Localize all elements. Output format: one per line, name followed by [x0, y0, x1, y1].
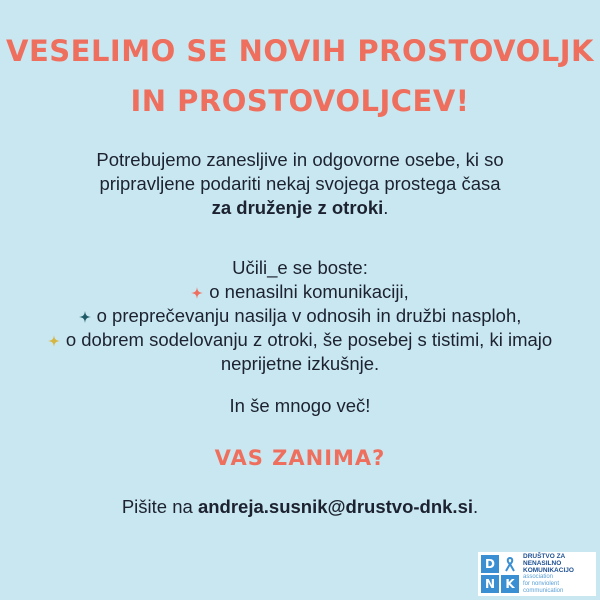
more-text — [0, 394, 600, 418]
more-line: In še mnogo več! — [229, 395, 371, 416]
contact-email[interactable]: andreja.susnik@drustvo-dnk.si — [197, 496, 474, 517]
sparkle-icon — [191, 287, 203, 299]
intro-line-1: Potrebujemo zanesljive in odgovorne osebe, ki so — [96, 149, 504, 170]
logo-letter-d: D — [481, 555, 499, 573]
ribbon-icon — [501, 555, 519, 573]
intro-line-2: pripravljene podariti nekaj svojega prostega časa — [99, 173, 501, 194]
dnk-logo — [478, 552, 596, 596]
sparkle-icon — [79, 311, 91, 323]
intro-period: . — [383, 197, 389, 218]
contact-line — [0, 496, 600, 518]
logo-mark — [481, 555, 519, 593]
logo-en-2: for nonviolent — [523, 581, 560, 587]
intro-bold-text: za druženje z otroki — [211, 197, 384, 218]
intro-line-3 — [0, 196, 600, 220]
intro-paragraph — [0, 148, 600, 220]
logo-name-1: DRUŠTVO ZA — [523, 553, 566, 560]
contact-suffix: . — [473, 496, 479, 517]
learn-item-3-continuation: neprijetne izkušnje. — [220, 353, 380, 374]
contact-prefix: Pišite na — [121, 496, 198, 517]
logo-letter-k: K — [501, 575, 519, 593]
learn-item-1 — [0, 280, 600, 304]
logo-wordmark — [523, 553, 574, 595]
learn-item-3 — [0, 328, 600, 352]
learn-item-3-text: o dobrem sodelovanju z otroki, še posebej s tistimi, ki imajo — [65, 329, 553, 350]
learn-item-2 — [0, 304, 600, 328]
heading-line-2: IN PROSTOVOLJCEV! — [130, 84, 470, 118]
heading-line-1: VESELIMO SE NOVIH PROSTOVOLJK — [6, 34, 594, 68]
logo-name-2: NENASILNO — [523, 560, 562, 567]
logo-en-1: association — [523, 574, 554, 580]
learn-lead: Učili_e se boste: — [232, 257, 368, 278]
learn-item-2-text: o preprečevanju nasilja v odnosih in družbi nasploh, — [96, 305, 522, 326]
logo-en-3: communication — [523, 588, 564, 594]
logo-name-3: KOMUNIKACIJO — [523, 567, 574, 574]
sparkle-icon — [48, 335, 60, 347]
logo-letter-n: N — [481, 575, 499, 593]
learn-section — [0, 256, 600, 376]
cta-heading: VAS ZANIMA? — [214, 446, 386, 470]
learn-item-1-text: o nenasilni komunikaciji, — [209, 281, 409, 302]
